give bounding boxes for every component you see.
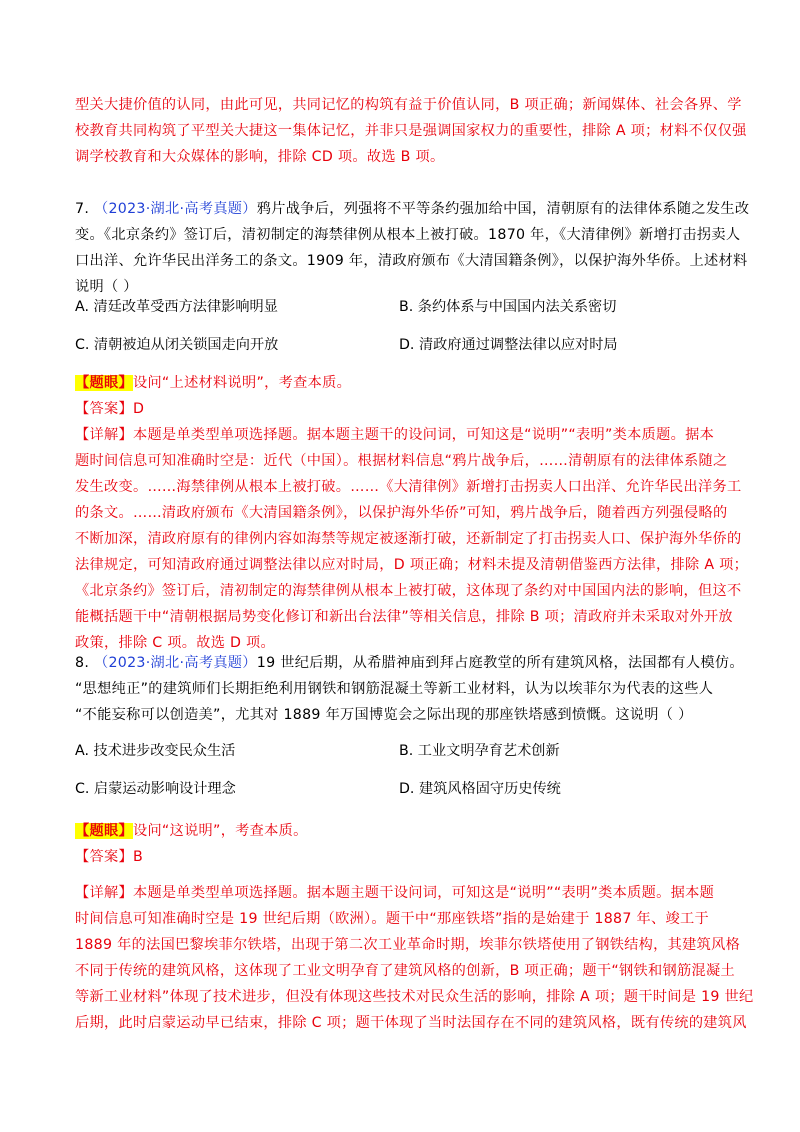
detail-text: 本题是单类型单项选择题。据本题主题干的设问词，可知这是“说明”“表明”类本质题。据本 (132, 427, 715, 443)
detail-label: 【详解】 (75, 427, 133, 443)
question-8-detail (75, 880, 754, 1036)
answer-value: D (132, 401, 145, 417)
stem-line: 说明（ ） (75, 279, 138, 295)
stem-line: “不能妄称可以创造美”，尤其对 1889 年万国博览会之际出现的那座铁塔感到愤慨。这说明（ ） (75, 707, 693, 723)
stem-line: 口出洋、允许华民出洋务工的条文。1909 年，清政府颁布《大清国籍条例》，以保护海外华侨。上述材料 (75, 253, 748, 269)
tiyan-text: 设问“上述材料说明”，考查本质。 (132, 375, 352, 391)
option-b: B. 条约体系与中国国内法关系密切 (399, 299, 617, 315)
answer-value: B (132, 849, 143, 865)
option-d: D. 建筑风格固守历史传统 (399, 781, 561, 797)
explanation-line: 型关大捷价值的认同，由此可见，共同记忆的构筑有益于价值认同，B 项正确；新闻媒体、社会各界、学 (75, 97, 742, 113)
stem-text: 19 世纪后期，从希腊神庙到拜占庭教堂的所有建筑风格，法国都有人模仿。 (256, 655, 744, 671)
stem-text: 鸦片战争后，列强将不平等条约强加给中国，清朝原有的法律体系随之发生改 (256, 201, 750, 217)
question-number: 7. (75, 201, 90, 217)
option-a: A. 清廷改革受西方法律影响明显 (75, 299, 278, 315)
answer-label: 【答案】 (75, 401, 133, 417)
question-source: （2023·湖北·高考真题） (93, 201, 257, 217)
option-d: D. 清政府通过调整法律以应对时局 (399, 337, 618, 353)
answer-label: 【答案】 (75, 849, 133, 865)
detail-line: 不同于传统的建筑风格，这体现了工业文明孕育了建筑风格的创新，B 项正确；题干“钢铁和钢筋混凝土 (75, 963, 735, 979)
detail-line: 后期，此时启蒙运动早已结束，排除 C 项；题干体现了当时法国存在不同的建筑风格，既有传统的建筑风 (75, 1015, 747, 1031)
detail-line: 政策，排除 C 项。故选 D 项。 (75, 635, 276, 651)
option-a: A. 技术进步改变民众生活 (75, 743, 236, 759)
stem-line: “思想纯正”的建筑师们长期拒绝利用钢铁和钢筋混凝土等新工业材料，认为以埃菲尔为代表的这些人 (75, 681, 714, 697)
explanation-line: 调学校教育和大众媒体的影响，排除 CD 项。故选 B 项。 (75, 149, 445, 165)
detail-line: 的条文。……清政府颁布《大清国籍条例》，以保护海外华侨”可知，鸦片战争后，随着西方列强侵略的 (75, 505, 728, 521)
option-b: B. 工业文明孕育艺术创新 (399, 743, 560, 759)
explanation-line: 校教育共同构筑了平型关大捷这一集体记忆，并非只是强调国家权力的重要性，排除 A 项；材料不仅仅强 (75, 123, 747, 139)
tiyan-label: 【题眼】 (75, 375, 133, 391)
detail-line: 法律规定，可知清政府通过调整法律以应对时局，D 项正确；材料未提及清朝借鉴西方法律，排除 A 项； (75, 557, 749, 573)
detail-line: 发生改变。……海禁律例从根本上被打破。……《大清律例》新增打击拐卖人口出洋、允许华民出洋务工 (75, 479, 742, 495)
detail-line: 1889 年的法国巴黎埃菲尔铁塔，出现于第二次工业革命时期，埃菲尔铁塔使用了钢铁结构，其建筑风格 (75, 937, 741, 953)
option-c: C. 清朝被迫从闭关锁国走向开放 (75, 337, 279, 353)
option-c: C. 启蒙运动影响设计理念 (75, 781, 236, 797)
question-number: 8. (75, 655, 90, 671)
question-7-analysis (75, 370, 749, 656)
tiyan-text: 设问“这说明”，考查本质。 (132, 823, 308, 839)
question-source: （2023·湖北·高考真题） (93, 655, 257, 671)
question-8-tiyan (75, 818, 735, 870)
question-8-stem (75, 650, 744, 728)
tiyan-label: 【题眼】 (75, 823, 133, 839)
detail-line: 等新工业材料”体现了技术进步，但没有体现这些技术对民众生活的影响，排除 A 项；题干时间是 19 世纪 (75, 989, 754, 1005)
detail-line: 能概括题干中“清朝根据局势变化修订和新出台法律”等相关信息，排除 B 项；清政府并未采取对外开放 (75, 609, 733, 625)
detail-text: 本题是单类型单项选择题。据本题主题干设问词，可知这是“说明”“表明”类本质题。据本题 (132, 885, 715, 901)
detail-line: 不断加深，清政府原有的律例内容如海禁等规定被逐渐打破，还新制定了打击拐卖人口、保护海外华侨的 (75, 531, 742, 547)
stem-line: 变。《北京条约》签订后，清初制定的海禁律例从根本上被打破。1870 年，《大清律例》新增打击拐卖人 (75, 227, 741, 243)
detail-label: 【详解】 (75, 885, 133, 901)
previous-explanation (75, 92, 747, 170)
detail-line: 题时间信息可知准确时空是：近代（中国）。根据材料信息“鸦片战争后，……清朝原有的法律体系随之 (75, 453, 728, 469)
detail-line: 《北京条约》签订后，清初制定的海禁律例从根本上被打破，这体现了条约对中国国内法的影响，但这不 (75, 583, 742, 599)
question-7-stem (75, 196, 750, 300)
detail-line: 时间信息可知准确时空是 19 世纪后期（欧洲）。题干中“那座铁塔”指的是始建于 1887 年、竣工于 (75, 911, 709, 927)
